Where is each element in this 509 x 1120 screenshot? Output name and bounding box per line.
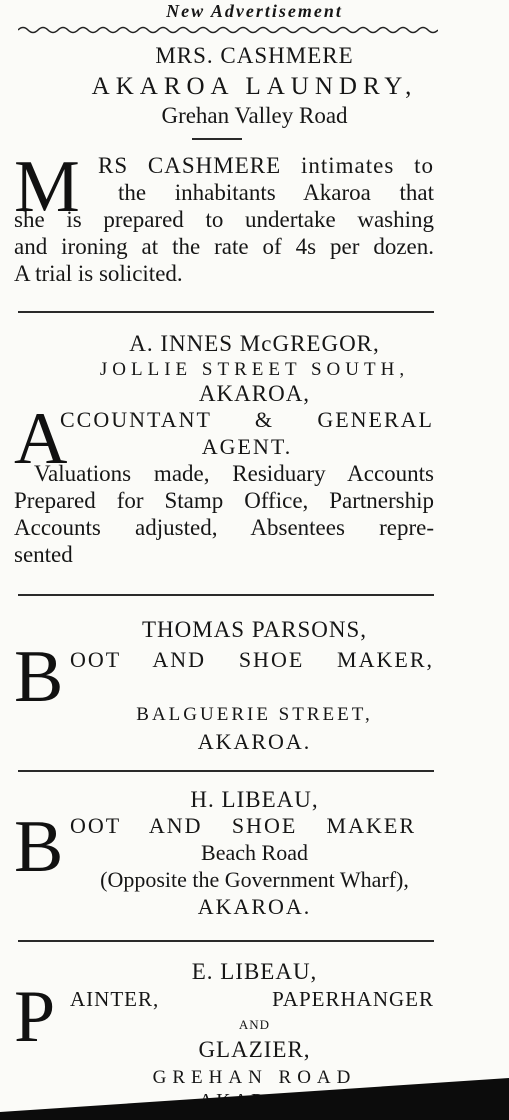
advertiser-name: MRS. CASHMERE xyxy=(155,43,354,68)
trade-line: OOT AND SHOE MAKER xyxy=(70,813,416,838)
ad-body xyxy=(14,146,434,287)
body-line: and ironing at the rate of 4s per dozen. xyxy=(14,234,434,259)
short-divider xyxy=(192,138,242,140)
trade-line: OOT AND SHOE MAKER, xyxy=(70,647,434,672)
body-line: Prepared for Stamp Office, Partnership xyxy=(14,488,434,513)
title-line: AGENT. xyxy=(201,434,293,459)
section-divider xyxy=(18,770,434,772)
town-line: AKAROA, xyxy=(198,381,311,406)
street-line: GREHAN ROAD xyxy=(152,1067,357,1088)
street-line: JOLLIE STREET SOUTH, xyxy=(99,359,410,380)
body-line: Accounts adjusted, Absentees repre- xyxy=(14,515,434,540)
section-divider xyxy=(18,311,434,313)
body-line: the inhabitants Akaroa that xyxy=(118,180,434,205)
conjunction-line: AND xyxy=(238,1017,271,1032)
trade-line: AINTER, PAPERHANGER xyxy=(70,987,434,1011)
body-line: A trial is solicited. xyxy=(14,261,183,286)
ad-body xyxy=(14,406,434,568)
address-line: Beach Road xyxy=(201,840,308,865)
page-header: New Advertisement xyxy=(166,1,343,21)
address-line: Grehan Valley Road xyxy=(161,103,348,128)
glazier-line: GLAZIER, xyxy=(198,1037,311,1062)
drop-cap: B xyxy=(14,636,64,718)
town-line: AKAROA. xyxy=(197,729,312,754)
body-line: RS CASHMERE intimates to xyxy=(98,153,434,178)
body-line: Valuations made, Residuary Accounts xyxy=(34,461,434,486)
drop-cap: A xyxy=(14,398,68,480)
scan-edge-shadow xyxy=(0,1050,509,1120)
street-line: BALGUERIE STREET, xyxy=(136,704,373,725)
note-line: (Opposite the Government Wharf), xyxy=(100,867,409,892)
drop-cap: P xyxy=(14,976,56,1058)
drop-cap: B xyxy=(14,806,64,888)
wavy-divider xyxy=(18,24,438,36)
body-line: she is prepared to undertake washing xyxy=(14,207,434,232)
town-line: AKAROA. xyxy=(197,894,312,919)
advertiser-name: H. LIBEAU, xyxy=(190,787,319,812)
advertiser-name: E. LIBEAU, xyxy=(191,959,318,984)
drop-cap: M xyxy=(14,146,80,228)
title-line: CCOUNTANT & GENERAL xyxy=(60,407,434,432)
section-divider xyxy=(18,594,434,596)
advertiser-name: A. INNES McGREGOR, xyxy=(129,331,380,356)
advertiser-name: THOMAS PARSONS, xyxy=(141,617,368,642)
business-name: AKAROA LAUNDRY, xyxy=(91,73,418,100)
body-line: sented xyxy=(14,542,73,567)
section-divider xyxy=(18,940,434,942)
